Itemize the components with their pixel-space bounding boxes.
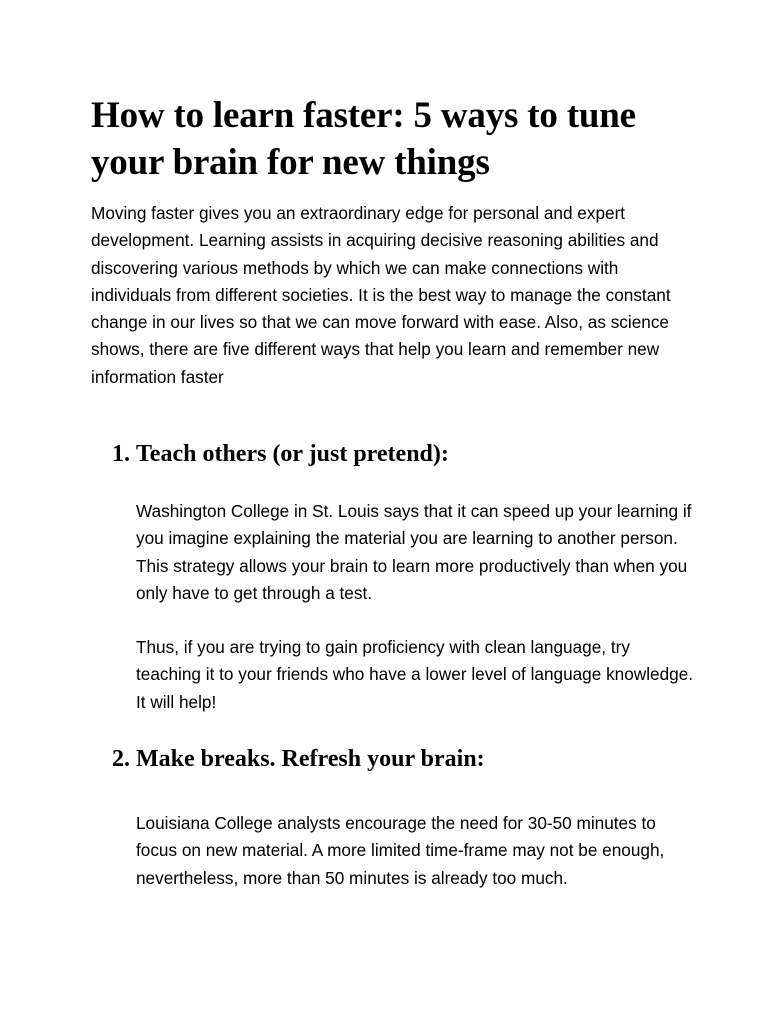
section-paragraph: Thus, if you are trying to gain proficiency with clean language, try teaching it to your friends who have a lower level of language knowledge. It will help! <box>136 637 694 712</box>
intro-paragraph: Moving faster gives you an extraordinary edge for personal and expert development. Learning assists in acquiring decisive reasoning abilities and discovering various methods by which we can make connections with individuals from different societies. It is the best way to manage the constant change in our lives so that we can move forward with ease. Also, as science shows, there are five different ways that help you learn and remember new information faster <box>91 203 671 387</box>
section-number: 2. <box>112 746 130 772</box>
section-heading-text: Make breaks. Refresh your brain: <box>136 746 485 772</box>
section-heading-text: Teach others (or just pretend): <box>136 441 449 467</box>
page-title: How to learn faster: 5 ways to tune your brain for new things <box>91 95 636 183</box>
section-number: 1. <box>112 441 130 467</box>
section-heading-teach-others <box>112 439 449 469</box>
section-paragraph: Louisiana College analysts encourage the need for 30-50 minutes to focus on new material. A more limited time-frame may not be enough, nevertheless, more than 50 minutes is already too much. <box>136 813 665 888</box>
section-paragraph: Washington College in St. Louis says that it can speed up your learning if you imagine explaining the material you are learning to another person. This strategy allows your brain to learn more productively than when you only have to get through a test. <box>136 501 692 603</box>
section-heading-make-breaks <box>112 744 485 774</box>
